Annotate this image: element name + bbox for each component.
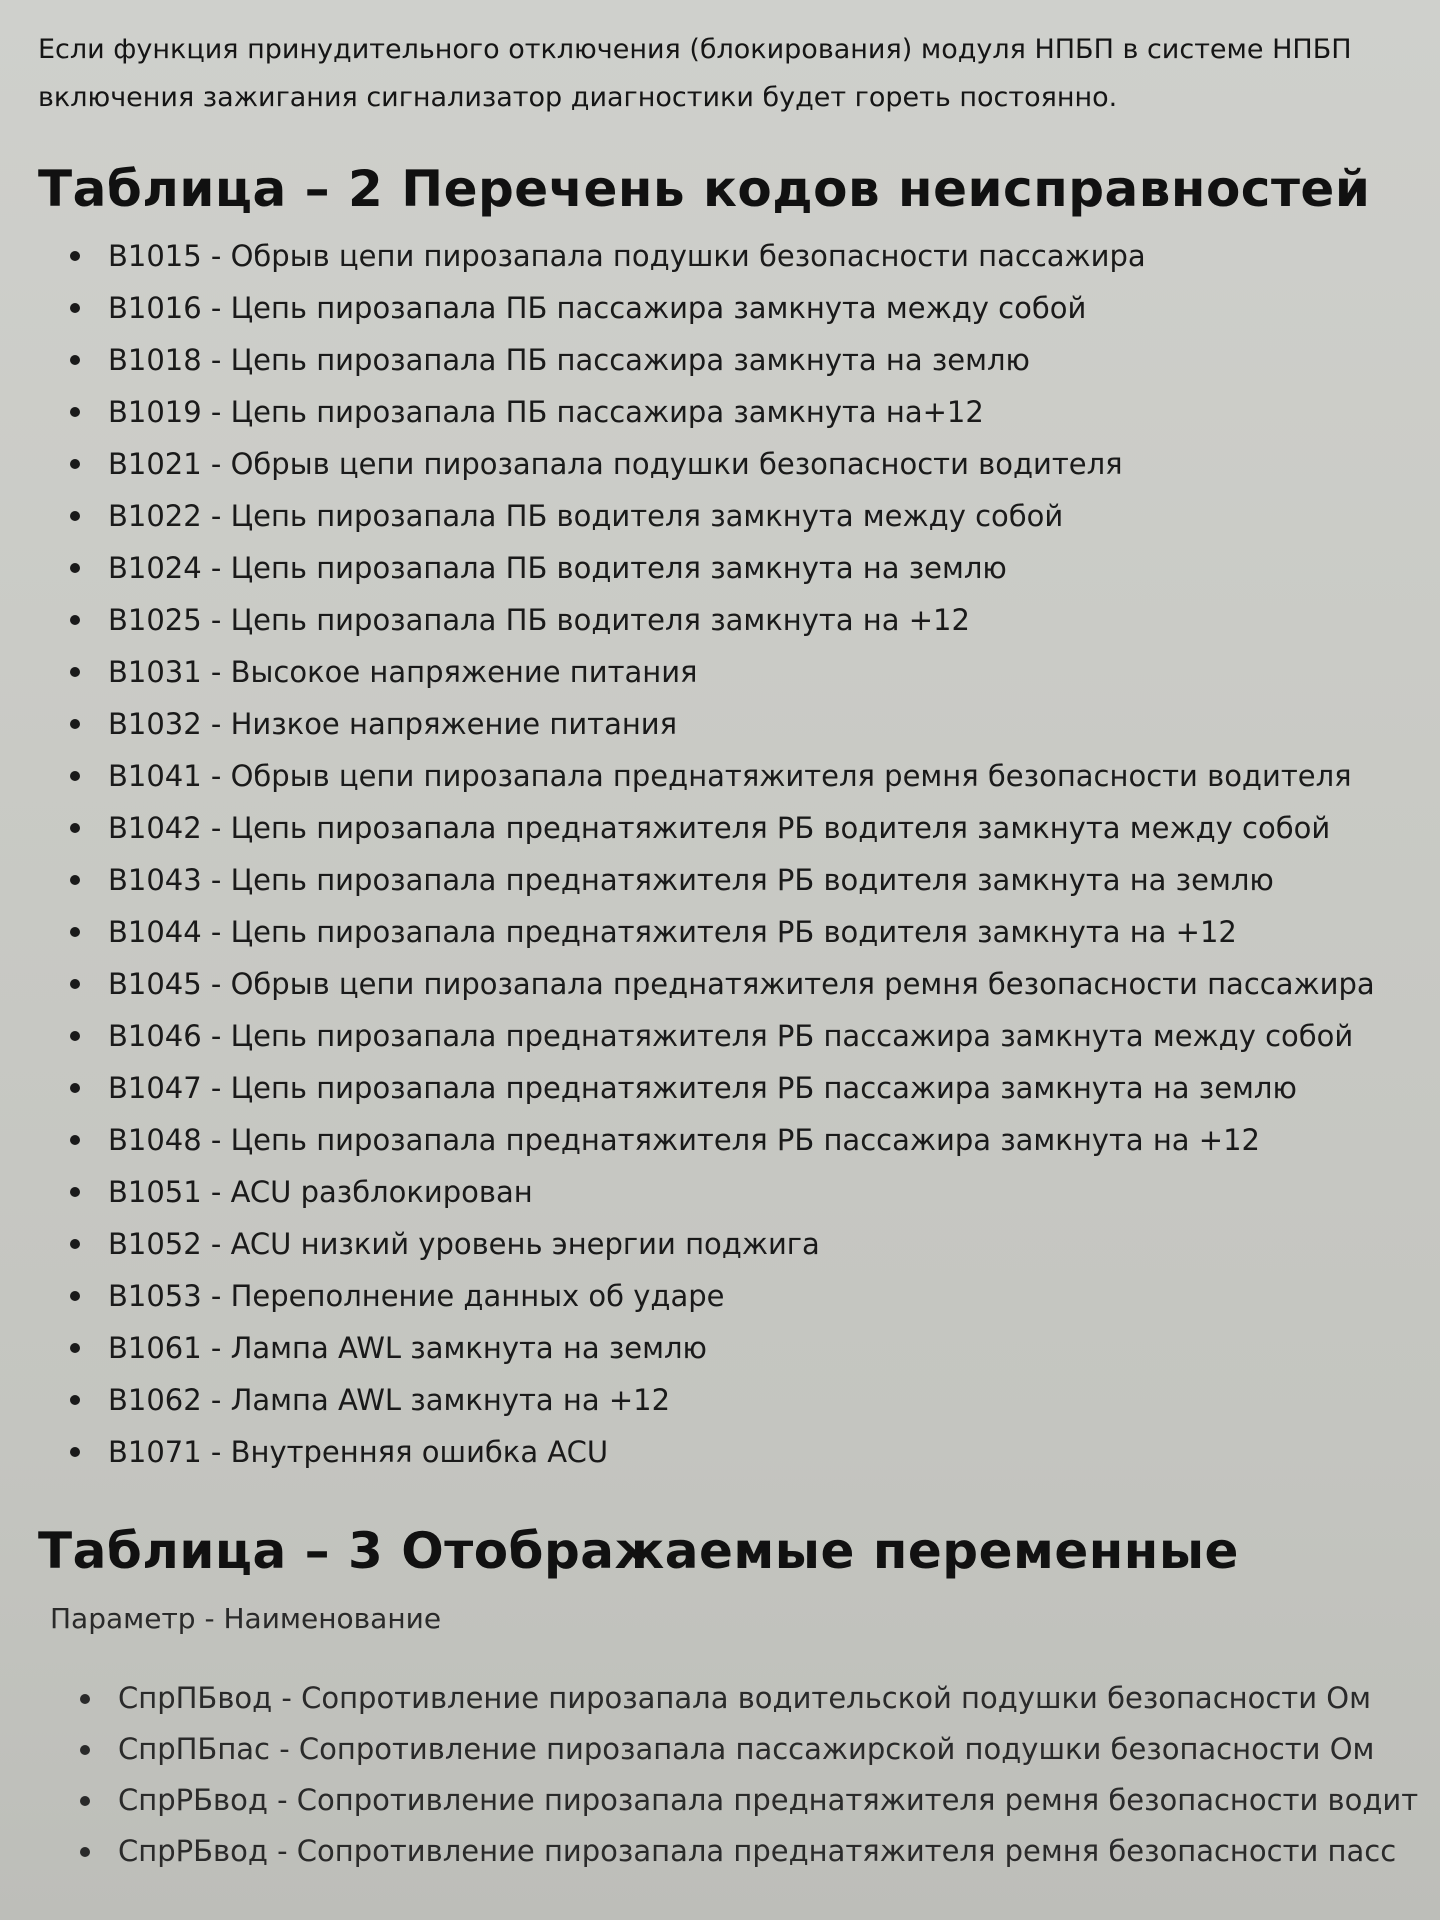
bullet-icon (70, 251, 80, 261)
list-item-text: B1041 - Обрыв цепи пирозапала преднатяжителя ремня безопасности водителя (108, 759, 1352, 793)
list-item (38, 1166, 1438, 1218)
bullet-icon (70, 355, 80, 365)
list-item (38, 1114, 1438, 1166)
bullet-icon (70, 459, 80, 469)
list-item (38, 438, 1438, 490)
bullet-icon (70, 875, 80, 885)
bullet-icon (70, 823, 80, 833)
intro-line: Если функция принудительного отключения (блокирования) модуля НПБП в системе НПБП (38, 34, 1352, 65)
bullet-icon (70, 927, 80, 937)
bullet-icon (70, 1343, 80, 1353)
list-item (38, 1724, 1440, 1775)
list-item (38, 490, 1438, 542)
fault-codes-heading: Таблица – 2 Перечень кодов неисправностей (38, 160, 1371, 218)
list-item-text: B1043 - Цепь пирозапала преднатяжителя РБ водителя замкнута на землю (108, 863, 1274, 897)
list-item-text: B1071 - Внутренняя ошибка ACU (108, 1435, 609, 1469)
intro-line: включения зажигания сигнализатор диагностики будет гореть постоянно. (38, 82, 1118, 113)
bullet-icon (70, 1135, 80, 1145)
bullet-icon (70, 563, 80, 573)
list-item-text: B1018 - Цепь пирозапала ПБ пассажира замкнута на землю (108, 343, 1030, 377)
list-item-text: B1044 - Цепь пирозапала преднатяжителя РБ водителя замкнута на +12 (108, 915, 1237, 949)
list-item-text: B1062 - Лампа AWL замкнута на +12 (108, 1383, 671, 1417)
list-item-text: B1047 - Цепь пирозапала преднатяжителя РБ пассажира замкнута на землю (108, 1071, 1297, 1105)
list-item-text: B1061 - Лампа AWL замкнута на землю (108, 1331, 707, 1365)
list-item (38, 958, 1438, 1010)
list-item-text: B1045 - Обрыв цепи пирозапала преднатяжителя ремня безопасности пассажира (108, 967, 1375, 1001)
list-item-text: СпрРБвод - Сопротивление пирозапала преднатяжителя ремня безопасности водит (118, 1783, 1419, 1817)
list-item-text: B1051 - ACU разблокирован (108, 1175, 533, 1209)
list-item-text: B1053 - Переполнение данных об ударе (108, 1279, 725, 1313)
fault-codes-list (38, 230, 1438, 1478)
bullet-icon (70, 1395, 80, 1405)
list-item (38, 802, 1438, 854)
bullet-icon (70, 771, 80, 781)
list-item (38, 1062, 1438, 1114)
list-item (38, 1673, 1440, 1724)
bullet-icon (70, 1083, 80, 1093)
list-item (38, 230, 1438, 282)
list-item (38, 594, 1438, 646)
list-item-text: B1048 - Цепь пирозапала преднатяжителя РБ пассажира замкнута на +12 (108, 1123, 1260, 1157)
bullet-icon (70, 1447, 80, 1457)
list-item (38, 750, 1438, 802)
list-item-text: СпрПБпас - Сопротивление пирозапала пассажирской подушки безопасности Ом (118, 1732, 1375, 1766)
list-item (38, 386, 1438, 438)
intro-paragraph (38, 26, 1440, 122)
list-item (38, 1775, 1440, 1826)
list-item (38, 1426, 1438, 1478)
list-item (38, 282, 1438, 334)
list-item (38, 542, 1438, 594)
list-item-text: B1025 - Цепь пирозапала ПБ водителя замкнута на +12 (108, 603, 970, 637)
list-item (38, 906, 1438, 958)
list-item-text: B1019 - Цепь пирозапала ПБ пассажира замкнута на+12 (108, 395, 984, 429)
article-content (38, 0, 1438, 1877)
list-item-text: B1046 - Цепь пирозапала преднатяжителя РБ пассажира замкнута между собой (108, 1019, 1354, 1053)
list-item-text: B1015 - Обрыв цепи пирозапала подушки безопасности пассажира (108, 239, 1146, 273)
list-item (38, 1322, 1438, 1374)
list-item (38, 1826, 1440, 1877)
bullet-icon (80, 1694, 90, 1704)
bullet-icon (70, 615, 80, 625)
bullet-icon (70, 511, 80, 521)
list-item-text: СпрРБвод - Сопротивление пирозапала преднатяжителя ремня безопасности пасс (118, 1834, 1397, 1868)
bullet-icon (70, 303, 80, 313)
list-item (38, 1218, 1438, 1270)
bullet-icon (70, 667, 80, 677)
list-item-text: B1032 - Низкое напряжение питания (108, 707, 678, 741)
list-item-text: B1022 - Цепь пирозапала ПБ водителя замкнута между собой (108, 499, 1064, 533)
list-item (38, 334, 1438, 386)
list-item (38, 1270, 1438, 1322)
list-item (38, 1374, 1438, 1426)
list-item-text: B1021 - Обрыв цепи пирозапала подушки безопасности водителя (108, 447, 1123, 481)
bullet-icon (70, 1291, 80, 1301)
list-item-text: B1024 - Цепь пирозапала ПБ водителя замкнута на землю (108, 551, 1007, 585)
bullet-icon (70, 719, 80, 729)
bullet-icon (70, 1239, 80, 1249)
bullet-icon (70, 407, 80, 417)
bullet-icon (80, 1847, 90, 1857)
list-item-text: B1031 - Высокое напряжение питания (108, 655, 698, 689)
bullet-icon (80, 1745, 90, 1755)
bullet-icon (70, 979, 80, 989)
bullet-icon (70, 1031, 80, 1041)
list-item-text: СпрПБвод - Сопротивление пирозапала водительской подушки безопасности Ом (118, 1681, 1371, 1715)
bullet-icon (70, 1187, 80, 1197)
bullet-icon (80, 1796, 90, 1806)
list-item-text: B1052 - ACU низкий уровень энергии поджига (108, 1227, 820, 1261)
variables-subtitle: Параметр - Наименование (50, 1602, 442, 1635)
list-item-text: B1016 - Цепь пирозапала ПБ пассажира замкнута между собой (108, 291, 1087, 325)
variables-heading: Таблица – 3 Отображаемые переменные (38, 1522, 1239, 1580)
list-item-text: B1042 - Цепь пирозапала преднатяжителя РБ водителя замкнута между собой (108, 811, 1331, 845)
list-item (38, 1010, 1438, 1062)
list-item (38, 646, 1438, 698)
list-item (38, 854, 1438, 906)
list-item (38, 698, 1438, 750)
variables-list (38, 1673, 1438, 1877)
